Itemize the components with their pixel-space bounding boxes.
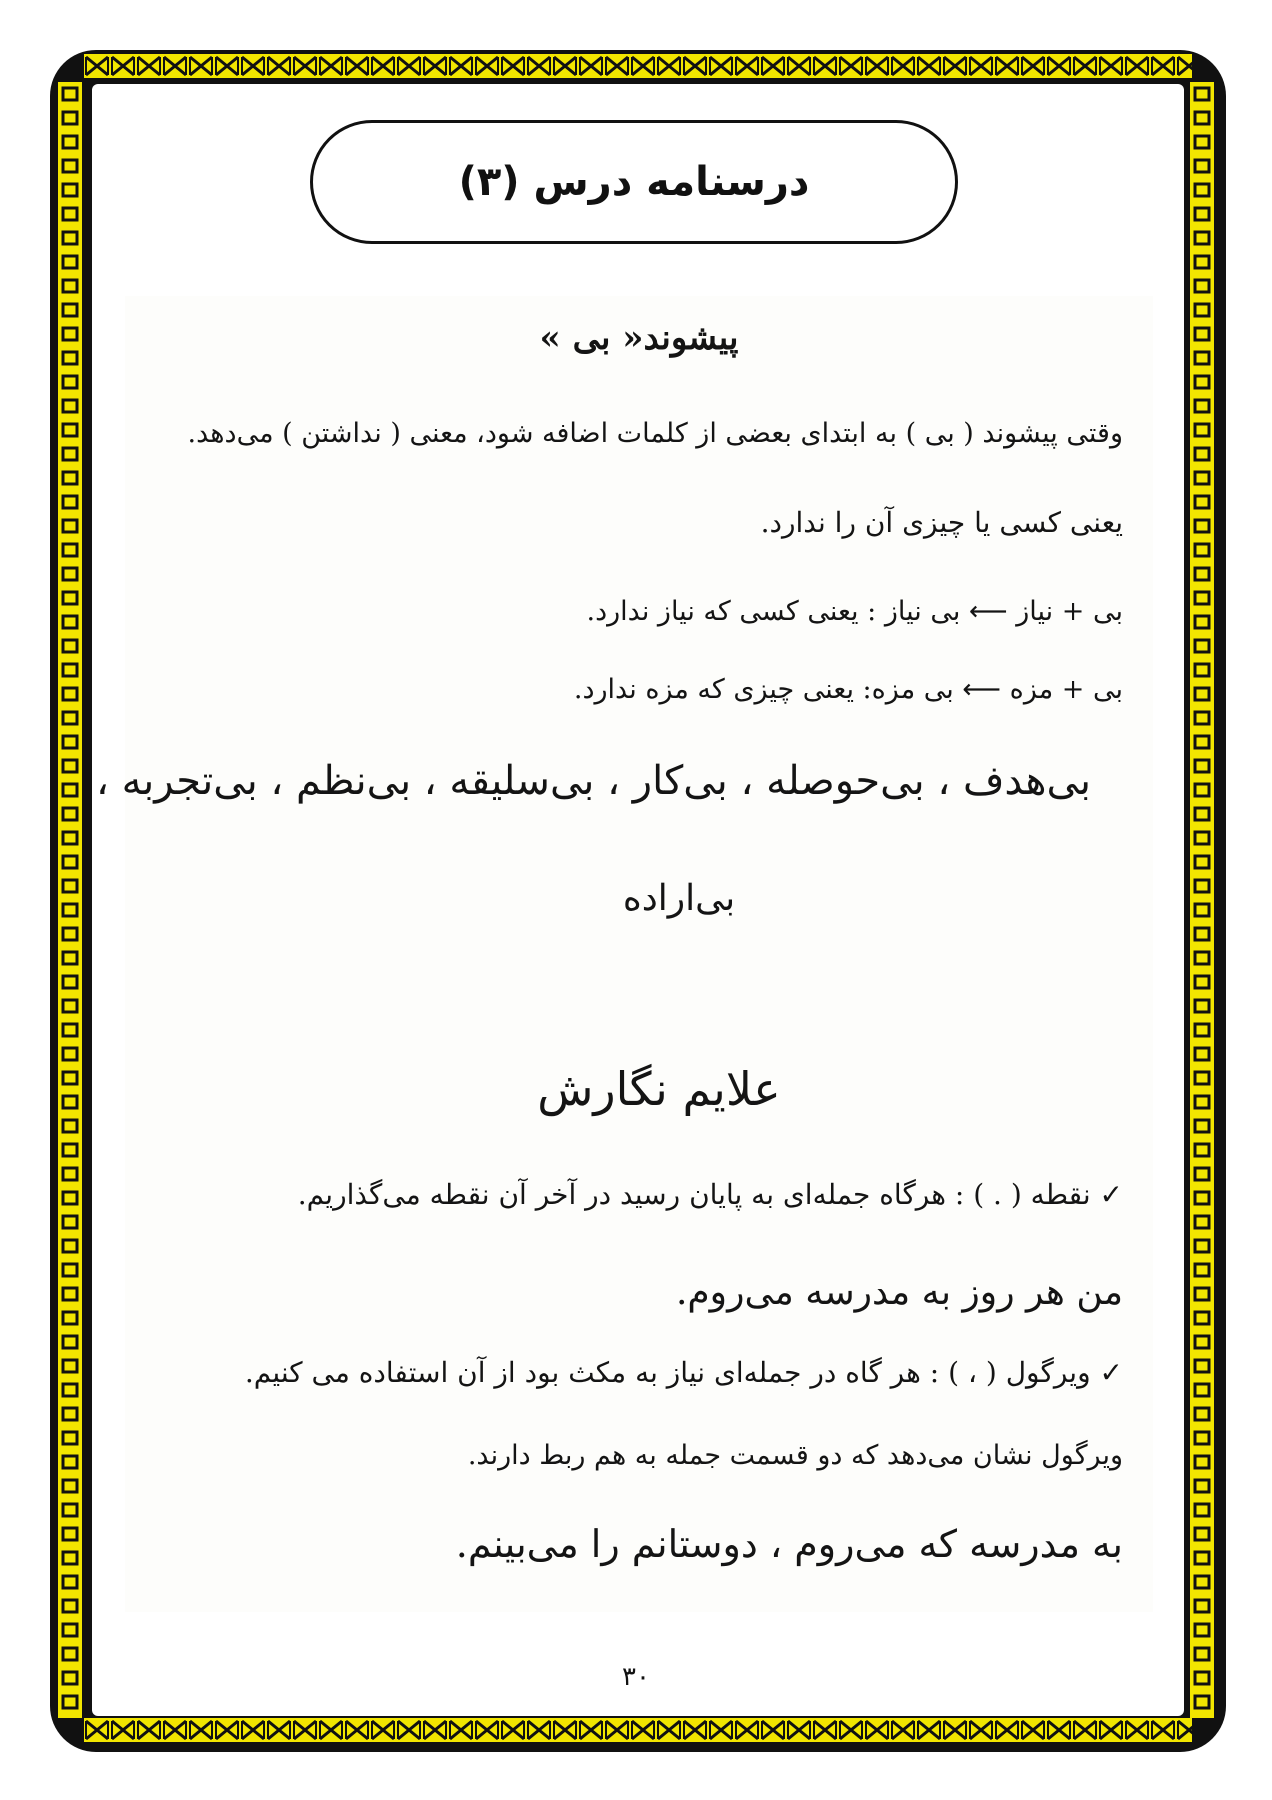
punctuation-example: به مدرسه که می‌روم ، دوستانم را می‌بینم. (455, 1522, 1123, 1566)
section-heading-prefix: پیشوند« بی » (539, 318, 739, 358)
paragraph-prefix-meaning: یعنی کسی یا چیزی آن را ندارد. (760, 506, 1123, 539)
punctuation-item-text: ویرگول ( ، ) : هر گاه در جمله‌ای نیاز به مکث بود از آن استفاده می کنیم. (244, 1356, 1091, 1389)
decorative-border-top (84, 54, 1192, 78)
decorative-border-bottom (84, 1718, 1192, 1742)
decorative-border-right (1190, 82, 1214, 1718)
check-icon: ✓ (1099, 1356, 1123, 1389)
lesson-content (96, 296, 1153, 1612)
example-row (574, 674, 1123, 705)
decorative-border-left (58, 82, 82, 1718)
check-icon: ✓ (1099, 1178, 1123, 1211)
example-row (587, 596, 1124, 627)
punctuation-item-comma (245, 1356, 1123, 1389)
punctuation-note: ویرگول نشان می‌دهد که دو قسمت جمله به هم ربط دارند. (467, 1440, 1123, 1471)
punctuation-item-period (298, 1178, 1123, 1211)
word-list-line-1: بی‌هدف ، بی‌حوصله ، بی‌کار ، بی‌سلیقه ، بی‌نظم ، بی‌تجربه ، (96, 758, 1091, 804)
title-box (310, 120, 958, 244)
word-list-line-2: بی‌اراده (622, 878, 736, 919)
punctuation-example: من هر روز به مدرسه می‌روم. (675, 1272, 1123, 1313)
page-title: درسنامه درس (۳) (458, 159, 810, 205)
arrow-icon: ⟵ (962, 674, 1002, 705)
paragraph-prefix-definition: وقتی پیشوند ( بی ) به ابتدای بعضی از کلمات اضافه شود، معنی ( نداشتن ) می‌دهد. (187, 418, 1123, 449)
arrow-icon: ⟵ (968, 596, 1008, 627)
example-right: بی مزه: یعنی چیزی که مزه ندارد. (573, 674, 954, 705)
punctuation-item-text: نقطه ( . ) : هرگاه جمله‌ای به پایان رسید در آخر آن نقطه می‌گذاریم. (297, 1178, 1091, 1211)
example-left: بی + نیاز (1016, 596, 1123, 627)
section-heading-punctuation: علایم نگارش (537, 1062, 781, 1116)
example-left: بی + مزه (1009, 674, 1123, 705)
example-right: بی نیاز : یعنی کسی که نیاز ندارد. (586, 596, 961, 627)
page-number: ۳۰ (622, 1662, 650, 1692)
